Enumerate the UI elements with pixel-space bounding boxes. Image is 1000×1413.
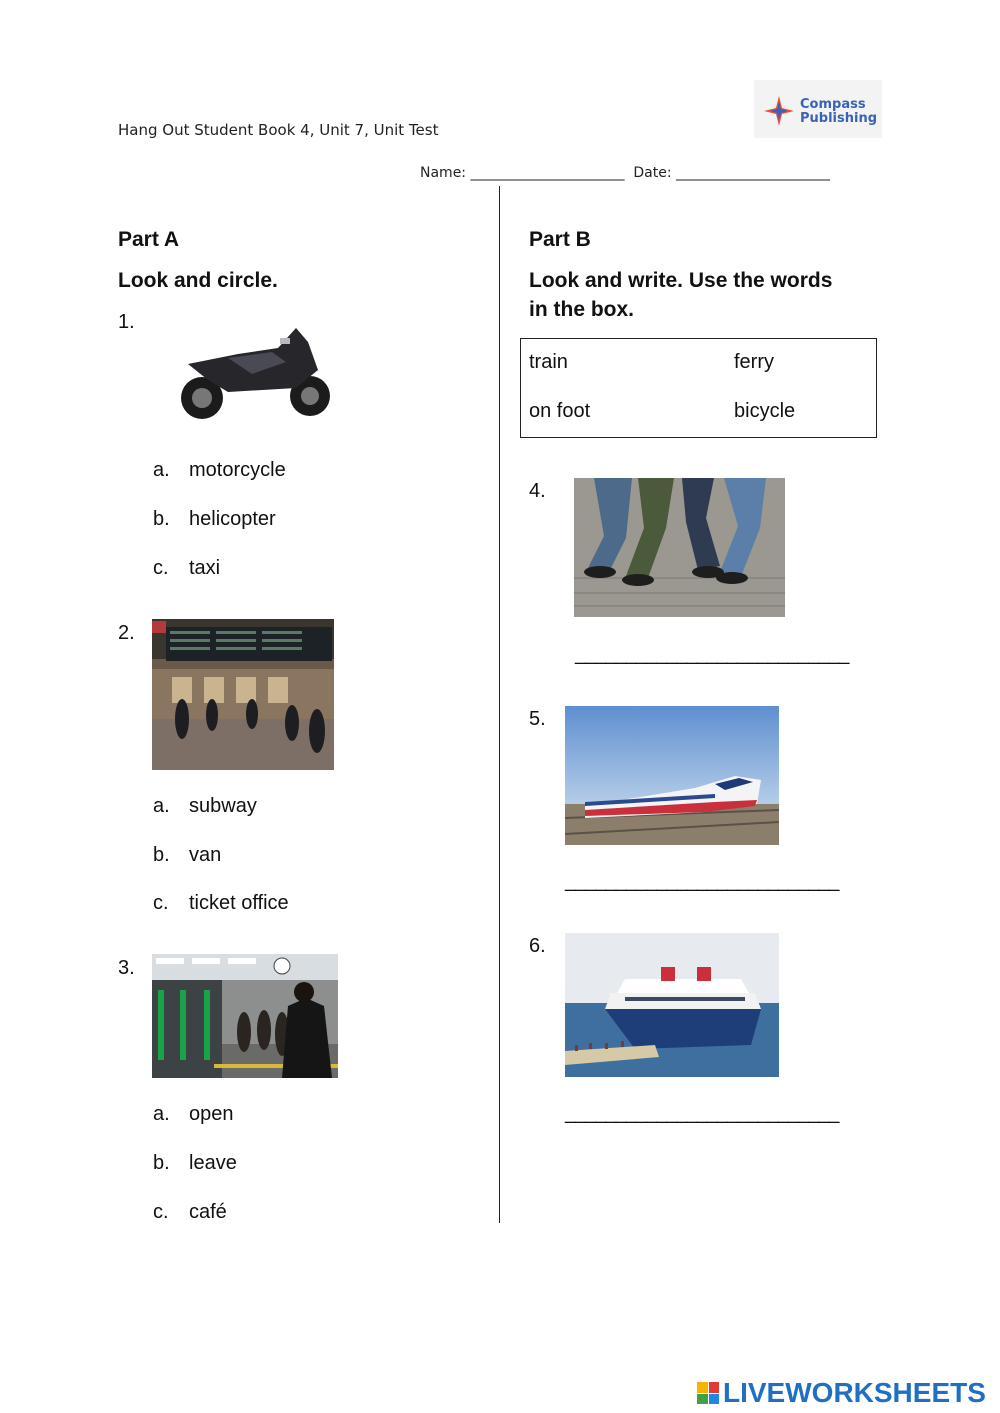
compass-publishing-logo (754, 80, 882, 138)
part-a-instruction: Look and circle. (118, 269, 278, 292)
option-row[interactable]: a. open (153, 1103, 234, 1125)
part-b-title: Part B (529, 228, 591, 251)
ferry-ship-photo (565, 933, 779, 1077)
question-number: 1. (118, 311, 135, 333)
column-divider (499, 186, 500, 1223)
option-row[interactable]: c. ticket office (153, 892, 289, 914)
option-row[interactable]: b. helicopter (153, 508, 276, 530)
option-row[interactable]: a. motorcycle (153, 459, 286, 481)
motorcycle-photo (168, 318, 338, 424)
option-text: open (189, 1103, 234, 1125)
option-text: café (189, 1201, 227, 1223)
subway-platform-photo (152, 954, 338, 1078)
word-box-item: train (529, 351, 568, 373)
question-number: 3. (118, 957, 135, 979)
option-row[interactable]: a. subway (153, 795, 257, 817)
option-text: motorcycle (189, 459, 286, 481)
ticket-office-photo (152, 619, 334, 770)
question-number: 5. (529, 708, 546, 730)
option-text: ticket office (189, 892, 289, 914)
liveworksheets-icon (697, 1382, 719, 1404)
book-info: Hang Out Student Book 4, Unit 7, Unit Test (118, 121, 439, 139)
option-text: taxi (189, 557, 221, 579)
option-row[interactable]: c. café (153, 1201, 227, 1223)
option-text: helicopter (189, 508, 276, 530)
word-box-item: ferry (734, 351, 774, 373)
logo-text: Compass Publishing (800, 97, 878, 126)
option-text: leave (189, 1152, 237, 1174)
high-speed-train-photo (565, 706, 779, 845)
option-row[interactable]: b. leave (153, 1152, 237, 1174)
part-a-title: Part A (118, 228, 180, 251)
answer-line[interactable]: ___________________________ (575, 643, 849, 665)
liveworksheets-logo[interactable] (697, 1377, 986, 1409)
walking-feet-photo (574, 478, 785, 617)
compass-star-icon (762, 94, 796, 128)
word-box-item: bicycle (734, 400, 796, 422)
option-row[interactable]: c. taxi (153, 557, 221, 579)
part-b-instruction-line2: in the box. (529, 298, 634, 321)
answer-line[interactable]: ___________________________ (565, 870, 839, 892)
option-text: van (189, 844, 222, 866)
word-box (520, 338, 877, 438)
word-box-item: on foot (529, 400, 591, 422)
question-number: 2. (118, 622, 135, 644)
option-text: subway (189, 795, 257, 817)
option-row[interactable]: b. van (153, 844, 222, 866)
liveworksheets-brand-text: LIVEWORKSHEETS (723, 1377, 986, 1408)
question-number: 4. (529, 480, 546, 502)
part-b-instruction-line1: Look and write. Use the words (529, 269, 833, 292)
name-date-fields[interactable]: Name: ______________________ Date: ______________________ (420, 165, 830, 181)
answer-line[interactable]: ___________________________ (565, 1102, 839, 1124)
question-number: 6. (529, 935, 546, 957)
